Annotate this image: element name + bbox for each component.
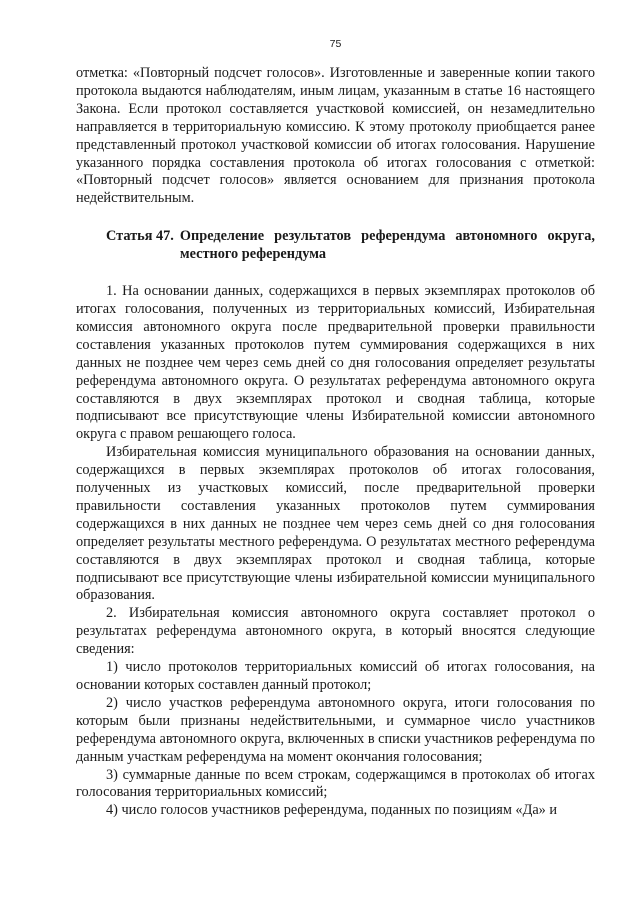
article-number: Статья 47. xyxy=(106,228,174,245)
article-title: Определение результатов референдума автономного округа, местного референдума xyxy=(179,228,595,263)
paragraph-continuation: отметка: «Повторный подсчет голосов». Изготовленные и заверенные копии такого протокола выдаются наблюдателям, иным лицам, указанным в статье 16 настоящего Закона. Если протокол составляется участковой комиссией, он незамедлительно направляется в территориальную комиссию. К этому протоколу приобщается ранее представленный протокол участковой комиссии об итогах голосования. Нарушение указанного порядка составления протокола об итогах голосования с отметкой: «Повторный подсчет голосов» является основанием для признания протокола недействительным. xyxy=(76,65,595,207)
list-item: 3) суммарные данные по всем строкам, содержащимся в протоколах об итогах голосования территориальных комиссий; xyxy=(76,766,595,801)
list-item: 1) число протоколов территориальных комиссий об итогах голосования, на основании которых составлен данный протокол; xyxy=(76,659,595,693)
article-heading xyxy=(76,228,595,264)
paragraph: 1. На основании данных, содержащихся в первых экземплярах протоколов об итогах голосования, полученных из территориальных комиссий, Избирательная комиссия автономного округа после предварительной проверки правильности составления указанных протоколов путем суммирования содержащихся в них данных не позднее чем через семь дней со дня голосования определяет результаты референдума автономного округа. О результатах референдума автономного округа составляются в двух экземплярах протокол и сводная таблица, которые подписывают все присутствующие члены Избирательной комиссии автономного округа с правом решающего голоса. xyxy=(76,283,595,443)
paragraph: Избирательная комиссия муниципального образования на основании данных, содержащихся в первых экземплярах протоколов об итогах голосования, полученных из участковых комиссий, после предварительной проверки правильности составления указанных протоколов путем суммирования содержащихся в них данных не позднее чем через семь дней со дня голосования определяет результаты местного референдума. О результатах местного референдума составляются в двух экземплярах протокол и сводная таблица, которые подписывают все присутствующие члены избирательной комиссии муниципального образования. xyxy=(76,444,595,604)
paragraph: 2. Избирательная комиссия автономного округа составляет протокол о результатах референдума автономного округа, в который вносятся следующие сведения: xyxy=(76,605,595,658)
list-item: 4) число голосов участников референдума, поданных по позициям «Да» и xyxy=(106,802,558,819)
page-number: 75 xyxy=(329,38,342,50)
document-body xyxy=(76,65,595,820)
list-item: 2) число участков референдума автономного округа, итоги голосования по которым были признаны недействительными, и суммарное число участников референдума автономного округа, включенных в списки участников референдума по данным участкам референдума на момент окончания голосования; xyxy=(76,694,595,765)
